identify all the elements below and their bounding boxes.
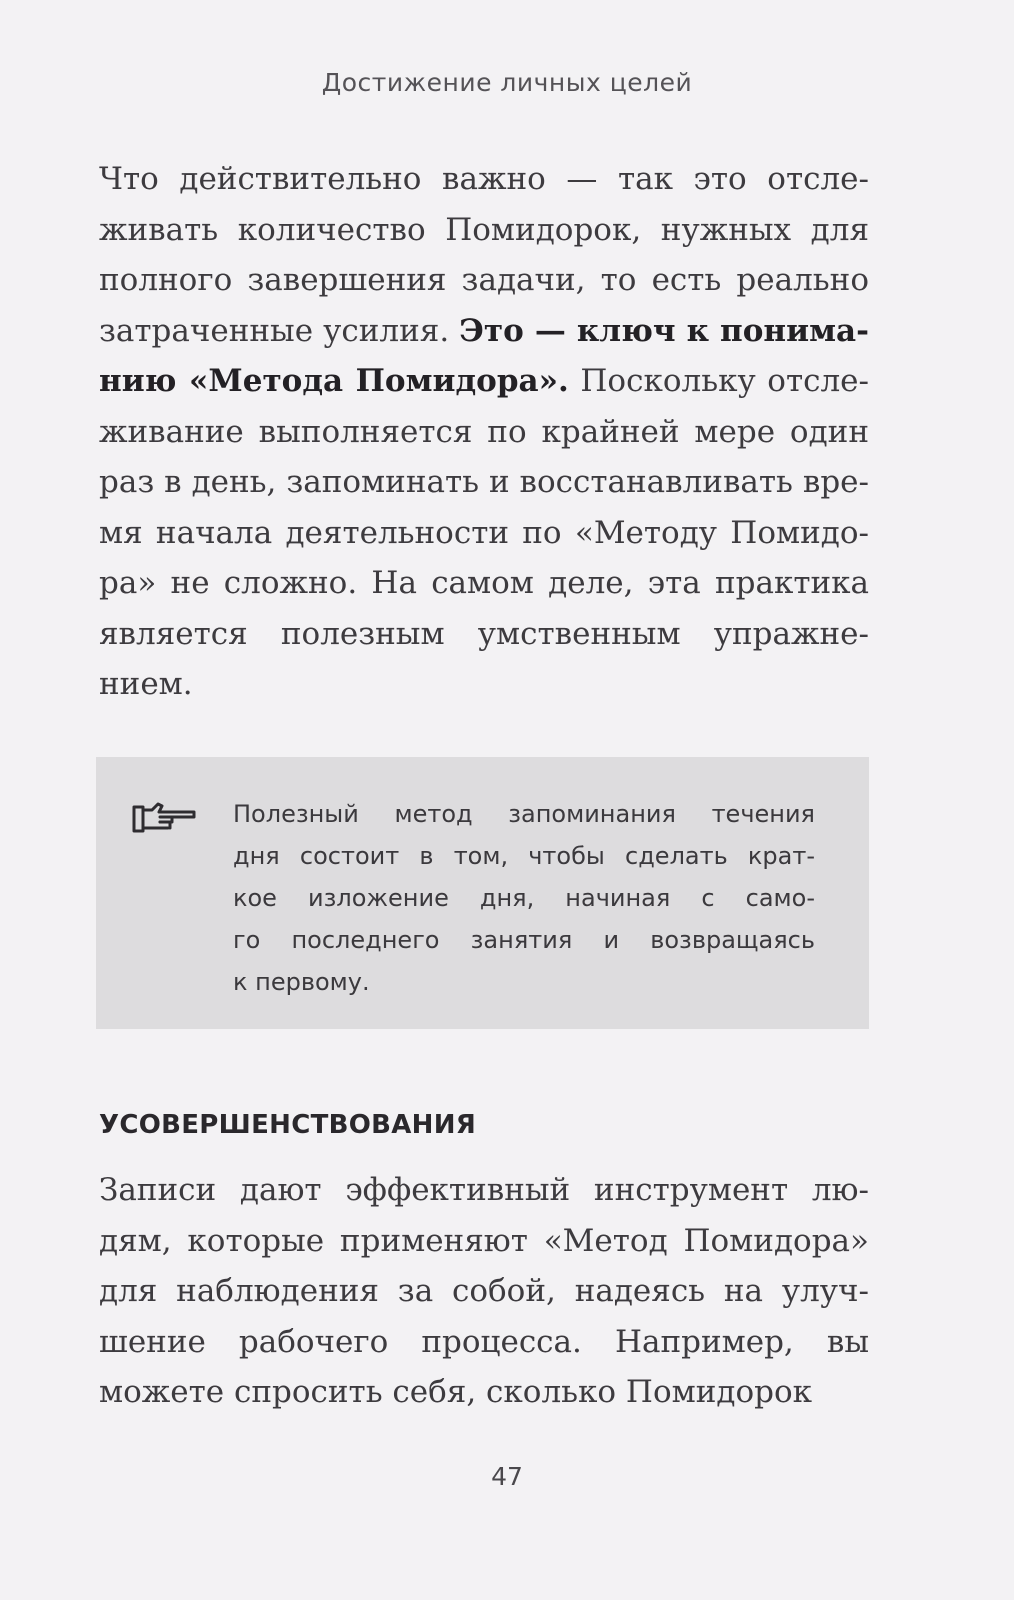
callout-line: к первому. xyxy=(233,968,370,996)
text-line xyxy=(99,1317,869,1368)
bold-text: нию «Метода Помидора». xyxy=(99,363,569,399)
text-run: затраченные усилия. xyxy=(99,312,460,349)
text-run: дям, которые применяют «Метод Помидора» xyxy=(99,1222,869,1259)
text-line xyxy=(99,659,869,710)
text-run: является полезным умственным упражне- xyxy=(99,615,869,652)
text-line xyxy=(99,558,869,609)
text-run: живание выполняется по крайней мере один xyxy=(99,413,869,450)
text-run: живать количество Помидорок, нужных для xyxy=(99,211,869,248)
paragraph-2 xyxy=(99,1165,869,1418)
text-line xyxy=(99,407,869,458)
callout-line: го последнего занятия и возвращаясь xyxy=(233,926,815,954)
text-line xyxy=(99,205,869,256)
text-run: Поскольку отсле- xyxy=(568,363,869,399)
text-line xyxy=(99,508,869,559)
text-line xyxy=(99,1367,869,1418)
text-run: ра» не сложно. На самом деле, эта практика xyxy=(99,565,869,601)
text-run: шение рабочего процесса. Например, вы xyxy=(99,1323,869,1360)
text-run: мя начала деятельности по «Методу Помидо- xyxy=(99,514,869,551)
text-line xyxy=(99,1266,869,1317)
tip-callout xyxy=(96,757,869,1029)
text-run: Записи дают эффективный инструмент лю- xyxy=(99,1172,869,1208)
text-line xyxy=(99,356,869,407)
running-head: Достижение личных целей xyxy=(321,68,693,97)
text-run: Что действительно важно — так это отсле- xyxy=(99,161,869,197)
page-number: 47 xyxy=(491,1462,523,1491)
text-line xyxy=(99,255,869,306)
pointing-hand-icon xyxy=(132,801,198,835)
paragraph-1 xyxy=(99,154,869,710)
section-heading: УСОВЕРШЕНСТВОВАНИЯ xyxy=(99,1110,477,1140)
text-line xyxy=(99,1165,869,1216)
text-line xyxy=(99,154,869,205)
text-line xyxy=(99,457,869,508)
text-run: полного завершения задачи, то есть реально xyxy=(99,262,869,298)
callout-line: кое изложение дня, начиная с само- xyxy=(233,884,815,912)
callout-text xyxy=(233,793,815,1003)
text-run: можете спросить себя, сколько Помидорок xyxy=(99,1374,813,1410)
text-line xyxy=(99,609,869,660)
callout-line: дня состоит в том, чтобы сделать крат- xyxy=(233,842,815,870)
text-run: нием. xyxy=(99,666,193,702)
text-line xyxy=(99,306,869,357)
text-run: для наблюдения за собой, надеясь на улуч- xyxy=(99,1273,869,1309)
bold-text: Это — ключ к понима- xyxy=(459,312,869,349)
callout-line: Полезный метод запоминания течения xyxy=(233,800,815,828)
text-run: раз в день, запоминать и восстанавливать вре- xyxy=(99,464,869,500)
text-line xyxy=(99,1216,869,1267)
